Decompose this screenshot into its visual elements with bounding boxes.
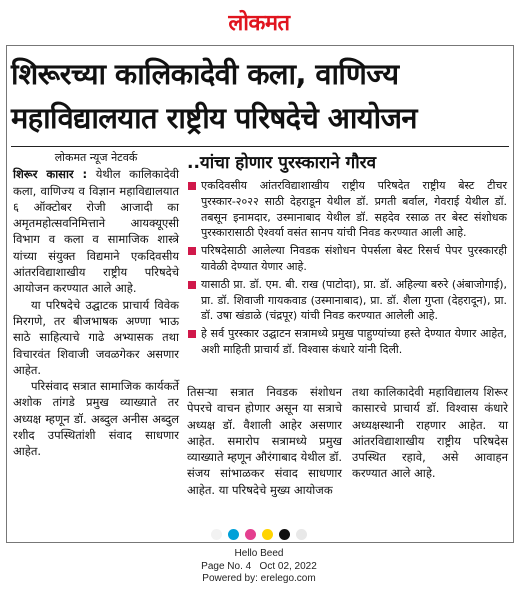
headline-line-2: महाविद्यालयात राष्ट्रीय परिषदेचे आयोजन: [11, 101, 417, 135]
article-paragraph-4: तिसऱ्या सत्रात निवडक संशोधन पेपरचे वाचन होणार असून या सत्राचे अध्यक्ष डॉ. वैशाली आहेर असणार आहेत. समारोप सत्रामध्ये प्रमुख व्याख्याते म्हणून औरंगाबाद येथील डॉ. संजय सांभाळकर संवाद साधणार आहेत. या परिषदेचे मुख्य आयोजक: [187, 385, 342, 497]
dateline: शिरूर कासार :: [13, 167, 88, 182]
news-clipping: [6, 45, 514, 543]
article-column-1: [13, 150, 179, 460]
print-color-swatches: [0, 528, 518, 540]
list-item: [187, 277, 507, 324]
footer-edition: Hello Beed: [234, 548, 284, 559]
article-paragraph-3: परिसंवाद सत्रात सामाजिक कार्यकर्ते अशोक तांगडे प्रमुख व्याख्याते तर अध्यक्ष म्हणून डॉ. अब्दुल अनीस अब्दुल रशीद उपस्थितांशी संवाद साधणार आहेत.: [13, 379, 179, 459]
box-subheading: ..यांचा होणार पुरस्काराने गौरव: [187, 153, 377, 173]
color-swatch: [228, 529, 239, 540]
color-swatch: [296, 529, 307, 540]
bullet-square-icon: [188, 330, 196, 338]
award-list: [187, 178, 507, 360]
headline-divider: [11, 146, 509, 147]
article-paragraph-5: तथा कालिकादेवी महाविद्यालय शिरूर कासारचे प्राचार्य डॉ. विश्वास कंधारे अध्यक्षस्थानी राहणार आहेत. या आंतरविद्याशाखीय राष्ट्रीय परिषदेस उपस्थित रहावे, असे आवाहन करण्यात आले आहे.: [352, 385, 508, 481]
article-paragraph-2: या परिषदेचे उद्घाटक प्राचार्य विवेक मिरगणे, तर बीजभाषक अण्णा भाऊ साठे साहित्याचे गाढे अभ्यासक तथा विचारवंत शिवाजी जवळगेकर असणार आहेत.: [13, 297, 179, 377]
list-item: [187, 326, 507, 358]
article-column-2: [187, 384, 342, 498]
list-item-text: यासाठी प्रा. डॉ. एम. बी. राख (पाटोदा), प्रा. डॉ. अहिल्या बरुरे (अंबाजोगाई), प्रा. डॉ. शिवाजी गायकवाड (उस्मानाबाद), प्रा. डॉ. शैला गुप्ता (देहरादून), प्रा. डॉ. उषा खंडाळे (चंद्रपूर) यांची निवड करण्यात आलेली आहे.: [201, 277, 507, 323]
headline: [11, 52, 509, 140]
byline: लोकमत न्यूज नेटवर्क: [54, 151, 138, 164]
color-swatch: [245, 529, 256, 540]
article-paragraph-1: [13, 166, 179, 296]
paragraph-text: येथील कालिकादेवी कला, वाणिज्य व विज्ञान महाविद्यालयात ६ ऑक्टोबर रोजी आजादी का अमृतमहोत्सवनिमित्ताने आयक्यूएसी विभाग व कला व सामाजिक शास्त्रे यांच्या संयुक्त विद्यमाने एकदिवसीय आंतरविद्याशाखीय राष्ट्रीय परिषदेचे आयोजन करण्यात आले आहे.: [13, 167, 180, 296]
list-item: [187, 243, 507, 275]
footer-page-date: Page No. 4 Oct 02, 2022: [201, 560, 317, 572]
color-swatch: [279, 529, 290, 540]
page-footer: [0, 548, 518, 586]
list-item-text: परिषदेसाठी आलेल्या निवडक संशोधन पेपर्सला बेस्ट रिसर्च पेपर पुरस्कारही यावेळी देण्यात येणार आहे.: [201, 244, 507, 273]
bullet-square-icon: [188, 281, 196, 289]
bullet-square-icon: [188, 182, 196, 190]
list-item-text: एकदिवसीय आंतरविद्याशाखीय राष्ट्रीय परिषदेत राष्ट्रीय बेस्ट टीचर पुरस्कार-२०२२ साठी देहराडून येथील डॉ. प्रगती बर्वाल, गेवराई येथील डॉ. तबसून इनामदार, उस्मानाबाद येथील डॉ. सहदेव रसाळ तर बेस्ट संशोधक पुरस्कारासाठी ऐश्वर्या वसंत सानप यांची निवड करण्यात आली आहे.: [201, 179, 507, 240]
article-column-3: [352, 384, 508, 482]
color-swatch: [262, 529, 273, 540]
masthead: [0, 0, 518, 44]
footer-powered-by: Powered by: erelego.com: [202, 573, 316, 584]
color-swatch: [211, 529, 222, 540]
newspaper-logo: लोकमत: [228, 11, 290, 36]
list-item: [187, 178, 507, 241]
headline-line-1: शिरूरच्या कालिकादेवी कला, वाणिज्य: [11, 57, 399, 91]
bullet-square-icon: [188, 247, 196, 255]
list-item-text: हे सर्व पुरस्कार उद्घाटन सत्रामध्ये प्रमुख पाहुण्यांच्या हस्ते देण्यात येणार आहेत, अशी माहिती प्राचार्य डॉ. विश्वास कंधारे यांनी दिली.: [201, 327, 507, 356]
